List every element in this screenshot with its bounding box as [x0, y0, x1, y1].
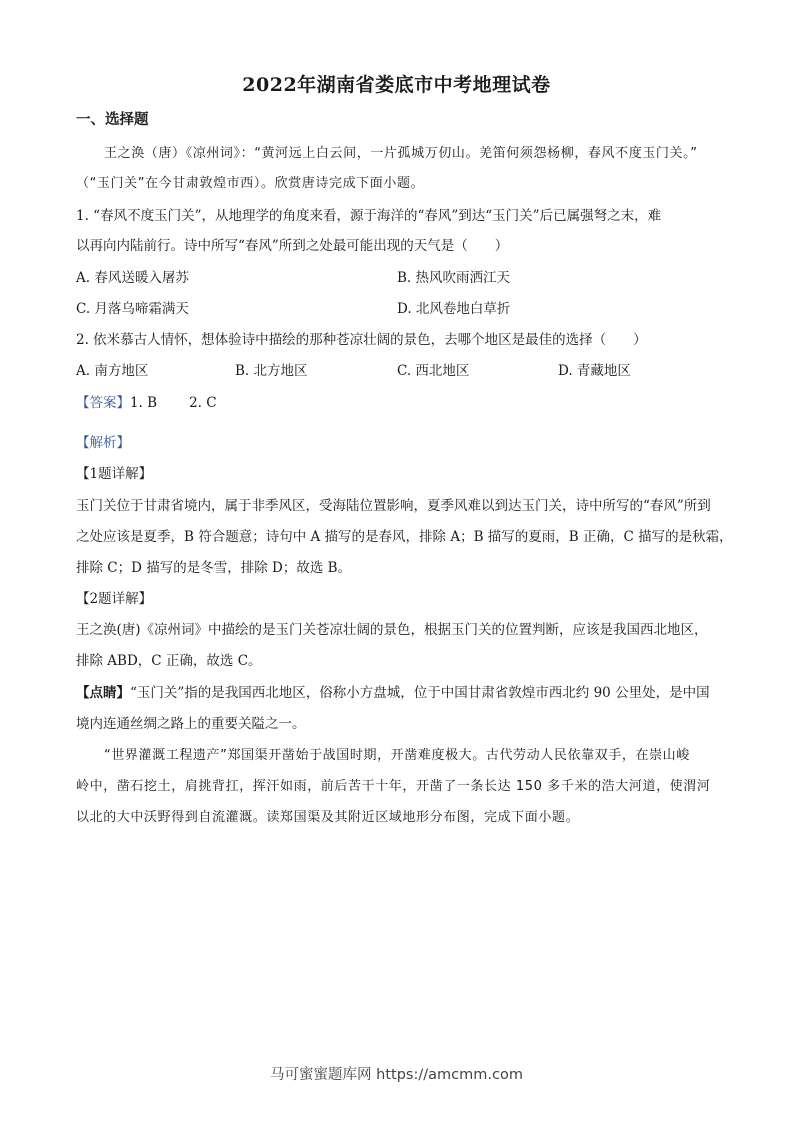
answer-2: 2. C [189, 395, 217, 411]
key-point-line-1 [76, 681, 710, 701]
passage-2-line-3: 以北的大中沃野得到自流灌溉。读郑国渠及其附近区域地形分布图，完成下面小题。 [76, 810, 580, 825]
q1-option-d: D. 北风卷地白草折 [397, 301, 511, 317]
answer-1: 1. B [130, 395, 158, 411]
footer-watermark: 马可蜜蜜题库网 https://amcmm.com [270, 1067, 523, 1083]
detail-1-heading: 【1题详解】 [76, 466, 153, 482]
intro-line-2: （“玉门关”在今甘肃敦煌市西）。欣赏唐诗完成下面小题。 [76, 176, 425, 191]
detail-2-heading: 【2题详解】 [76, 591, 153, 607]
q1-option-c: C. 月落乌啼霜满天 [76, 301, 189, 317]
key-point-line-2: 境内连通丝绸之路上的重要关隘之一。 [76, 716, 306, 732]
answer-label: 【答案】 [76, 395, 130, 411]
question-2-line-1: 2. 依米慕古人情怀，想体验诗中描绘的那种苍凉壮阔的景色，去哪个地区是最佳的选择（ ） [76, 332, 647, 348]
key-point-text: “玉门关”指的是我国西北地区，俗称小方盘城，位于中国甘肃省敦煌市西北约 90 公里处，是中国 [130, 685, 710, 701]
detail-2-line-2: 排除 ABD，C 正确，故选 C。 [76, 653, 262, 669]
page-title: 2022年湖南省娄底市中考地理试卷 [242, 74, 551, 96]
intro-line-1: 王之涣（唐）《凉州词》：“黄河远上白云间，一片孤城万仞山。羌笛何须怨杨柳，春风不度玉门关。” [104, 146, 698, 161]
detail-1-line-3: 排除 C；D 描写的是冬雪，排除 D；故选 B。 [76, 560, 352, 576]
detail-2-line-1: 王之涣(唐)《凉州词》中描绘的是玉门关苍凉壮阔的景色，根据玉门关的位置判断，应该是我国西北地区， [76, 622, 708, 638]
q2-option-a: A. 南方地区 [76, 363, 149, 379]
detail-1-line-1: 玉门关位于甘肃省境内，属于非季风区，受海陆位置影响，夏季风难以到达玉门关，诗中所写的“春风”所到 [76, 498, 711, 514]
q1-option-b: B. 热风吹雨洒江天 [397, 270, 511, 286]
answer-line [76, 391, 217, 411]
q2-option-d: D. 青藏地区 [558, 363, 631, 379]
key-point-label: 【点睛】 [76, 685, 130, 701]
question-1-line-2: 以再向内陆前行。诗中所写“春风”所到之处最可能出现的天气是（ ） [76, 238, 509, 254]
q2-option-c: C. 西北地区 [397, 363, 470, 379]
q2-option-b: B. 北方地区 [235, 363, 308, 379]
detail-1-line-2: 之处应该是夏季，B 符合题意；诗句中 A 描写的是春风，排除 A；B 描写的夏雨，B 正确，C 描写的是秋霜， [76, 529, 733, 545]
passage-2-line-2: 岭中，凿石挖土，肩挑背扛，挥汗如雨，前后苦干十年，开凿了一条长达 150 多千米的浩大河道，使渭河 [76, 779, 711, 794]
passage-2-line-1: “世界灌溉工程遗产”郑国渠开凿始于战国时期，开凿难度极大。古代劳动人民依靠双手，在崇山峻 [104, 748, 690, 763]
section-heading: 一、选择题 [76, 112, 149, 128]
analysis-label: 【解析】 [76, 435, 130, 451]
q1-option-a: A. 春风送暖入屠苏 [76, 270, 189, 286]
question-1-line-1: 1. “春风不度玉门关”，从地理学的角度来看，源于海洋的“春风”到达“玉门关”后已属强弩之末，难 [76, 208, 662, 224]
